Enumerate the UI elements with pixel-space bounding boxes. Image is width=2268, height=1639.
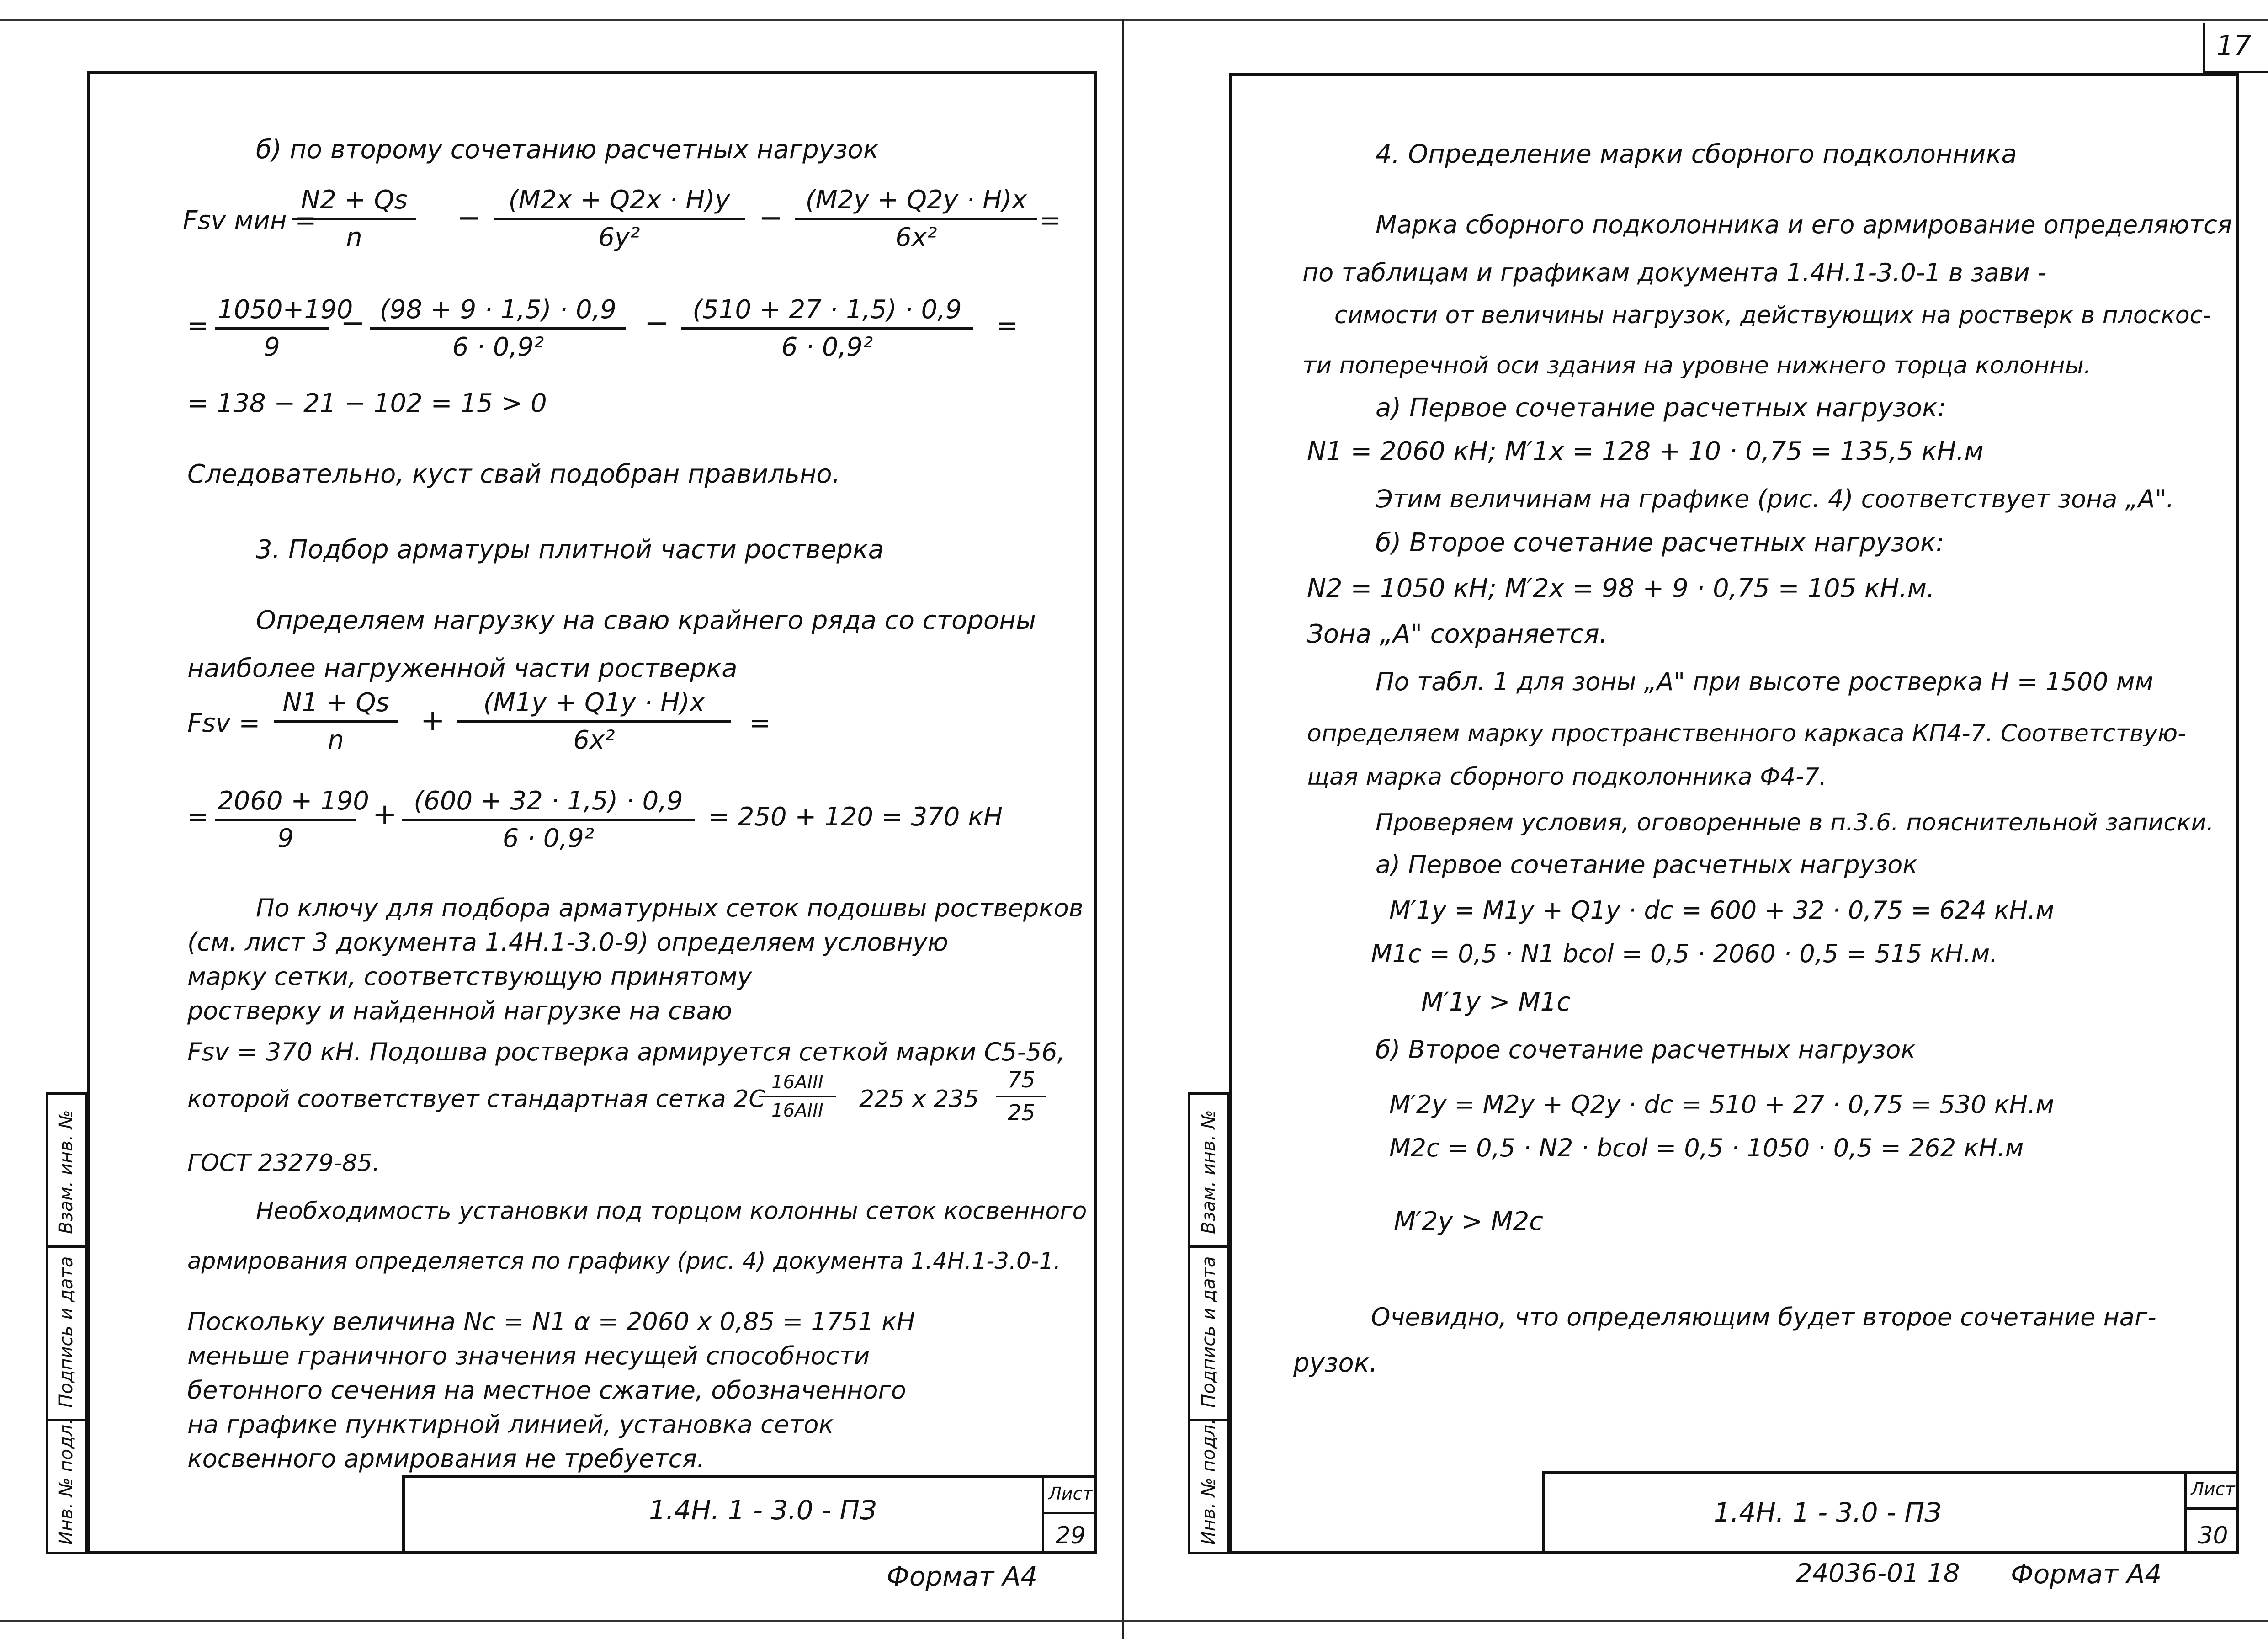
left-p1-line1: Определяем нагрузку на сваю крайнего ряда со стороны [256, 606, 1036, 635]
right-eq-a2-2: M1c = 0,5 · N1 bcol = 0,5 · 2060 · 0,5 = 515 кН.м. [1371, 939, 1998, 968]
right-p1-line1: Марка сборного подколонника и его армирование определяются [1376, 210, 2232, 239]
left-p2-line3: марку сетки, соответствующую принятому [187, 962, 752, 991]
left-eq2-frac1-den: 9 [264, 332, 280, 362]
right-eq-a: N1 = 2060 кН; M′1x = 128 + 10 · 0,75 = 135,5 кН.м [1307, 436, 1984, 466]
left-eq1-frac2-num: (M2x + Q2x · H)y [494, 185, 745, 220]
left-p3-frac1 [759, 1072, 836, 1121]
left-eq1-frac3 [795, 185, 1037, 252]
left-section3-title: 3. Подбор арматуры плитной части ростверка [256, 535, 884, 564]
left-p5-line4: на графике пунктирной линией, установка сеток [187, 1410, 834, 1439]
left-p3-frac2 [996, 1067, 1046, 1126]
left-eq4-frac2 [457, 688, 731, 755]
left-eq2-frac3-num: (510 + 27 · 1,5) · 0,9 [681, 295, 973, 330]
right-eq-b2-1: M′2y = M2y + Q2y · dc = 510 + 27 · 0,75 = 530 кН.м [1389, 1090, 2055, 1119]
right-p2-line3: щая марка сборного подколонника Ф4-7. [1307, 763, 1827, 791]
left-p3-line3: ГОСТ 23279-85. [187, 1149, 380, 1177]
right-p1-line2: по таблицам и графикам документа 1.4Н.1-3.0-1 в зави - [1302, 258, 2047, 287]
top-rule [0, 19, 2268, 21]
left-eq4-plus: + [420, 704, 445, 738]
left-p3-mid: 225 x 235 [859, 1086, 979, 1113]
left-eq2-frac3-den: 6 · 0,9² [781, 332, 873, 362]
left-eq2-lead: = [187, 311, 209, 341]
left-eq5-frac2-den: 6 · 0,9² [502, 824, 595, 853]
left-eq1-frac3-den: 6x² [895, 223, 937, 252]
left-eq2-minus1: − [340, 306, 365, 340]
left-eq1-frac1-den: n [346, 223, 362, 252]
left-eq1-frac2-den: 6y² [598, 223, 640, 252]
left-eq5-frac1 [215, 786, 369, 853]
left-eq1-lhs: Fsv мин = [183, 206, 317, 235]
right-sub-a: а) Первое сочетание расчетных нагрузок: [1376, 393, 1946, 423]
right-side-label-3: Инв. № подл. [1198, 1419, 1219, 1545]
left-eq4-frac2-den: 6x² [573, 725, 615, 755]
right-page-number: 17 [2216, 30, 2252, 62]
right-eq-b2-2: M2c = 0,5 · N2 · bcol = 0,5 · 1050 · 0,5 = 262 кН.м [1389, 1133, 2024, 1162]
left-eq1-tail: = [1040, 206, 1061, 235]
left-p3-frac2-num: 75 [996, 1067, 1046, 1097]
left-p2-line2: (см. лист 3 документа 1.4Н.1-3.0-9) определяем условную [187, 928, 948, 957]
right-sheet-box [2184, 1471, 2239, 1554]
left-sheet-box [1042, 1475, 1097, 1554]
right-zone-b: Зона „А" сохраняется. [1307, 619, 1608, 649]
left-conclusion: Следовательно, куст свай подобран правильно. [187, 459, 840, 489]
left-side-label-2: Подпись и дата [56, 1256, 77, 1408]
left-eq5-frac2-num: (600 + 32 · 1,5) · 0,9 [402, 786, 695, 821]
right-sheet-number: 30 [2198, 1522, 2228, 1549]
left-p5-line2: меньше граничного значения несущей способности [187, 1341, 870, 1370]
right-p3-line1: Проверяем условия, оговоренные в п.3.6. пояснительной записки. [1376, 809, 2214, 836]
right-side-cell-1 [1190, 1245, 1227, 1248]
left-stamp-code: 1.4Н. 1 - 3.0 - ПЗ [649, 1495, 877, 1526]
left-p1-line2: наиболее нагруженной части ростверка [187, 654, 738, 683]
left-eq2-frac2 [370, 295, 626, 362]
right-eq-b2-3: M′2y > M2c [1394, 1207, 1544, 1236]
left-eq2-frac3 [681, 295, 973, 362]
right-side-label-2: Подпись и дата [1198, 1256, 1219, 1408]
left-p3-line1: Fsv = 370 кН. Подошва ростверка армируется сеткой марки С5-56, [187, 1038, 1065, 1066]
left-p3-frac2-den: 25 [1007, 1100, 1036, 1126]
left-p3-frac1-den: 16AIII [771, 1100, 823, 1121]
left-eq3: = 138 − 21 − 102 = 15 > 0 [187, 388, 547, 418]
left-eq2-minus2: − [644, 306, 669, 340]
left-eq4-tail: = [749, 708, 771, 738]
left-eq4-frac1-num: N1 + Qs [274, 688, 398, 723]
right-p4-line2: рузок. [1293, 1348, 1378, 1378]
left-eq2-frac2-num: (98 + 9 · 1,5) · 0,9 [370, 295, 626, 330]
right-side-label-1: Взам. инв. № [1198, 1110, 1219, 1234]
left-side-label-1: Взам. инв. № [56, 1110, 77, 1234]
left-p5-line3: бетонного сечения на местное сжатие, обозначенного [187, 1376, 906, 1405]
left-p4-line1: Необходимость установки под торцом колонны сеток косвенного [256, 1197, 1087, 1225]
left-sheet-number: 29 [1055, 1522, 1086, 1549]
left-subtitle-b: б) по второму сочетанию расчетных нагрузок [256, 135, 879, 165]
right-p2-line1: По табл. 1 для зоны „А" при высоте ростверка H = 1500 мм [1376, 667, 2154, 696]
left-eq2-tail: = [996, 311, 1018, 341]
right-sub-b: б) Второе сочетание расчетных нагрузок: [1376, 528, 1944, 558]
right-p1-line4: ти поперечной оси здания на уровне нижнего торца колонны. [1302, 352, 2092, 379]
left-p3-line2a: которой соответствует стандартная сетка 2С [187, 1086, 765, 1113]
left-eq1-frac3-num: (M2y + Q2y · H)x [795, 185, 1037, 220]
right-eq-a2-3: M′1y > M1c [1421, 987, 1571, 1017]
left-eq5-lead: = [187, 802, 209, 832]
right-section4-title: 4. Определение марки сборного подколонника [1376, 139, 2017, 169]
left-eq5-plus: + [372, 798, 397, 831]
left-eq5-frac2 [402, 786, 695, 853]
right-format: Формат А4 [2011, 1559, 2162, 1590]
right-sheet-label: Лист [2187, 1471, 2239, 1510]
right-bottom-code: 24036-01 18 [1796, 1559, 1960, 1588]
left-side-cell-1 [48, 1245, 85, 1248]
right-sub-a2: а) Первое сочетание расчетных нагрузок [1376, 850, 1917, 879]
left-eq5-frac1-num: 2060 + 190 [215, 786, 356, 821]
right-sub-b2: б) Второе сочетание расчетных нагрузок [1376, 1035, 1916, 1064]
left-p2-line4: ростверку и найденной нагрузке на сваю [187, 996, 733, 1025]
right-p4-line1: Очевидно, что определяющим будет второе сочетание наг- [1371, 1303, 2156, 1331]
left-eq1-minus1: − [457, 201, 482, 235]
left-eq1-frac1-num: N2 + Qs [292, 185, 416, 220]
page-divider [1122, 19, 1124, 1639]
left-eq1-frac1 [292, 185, 416, 252]
left-sheet-label: Лист [1044, 1475, 1097, 1514]
left-eq2-frac1-num: 1050+190 [215, 295, 329, 330]
right-zone-a: Этим величинам на графике (рис. 4) соответствует зона „А". [1376, 484, 2174, 513]
left-p3-frac1-num: 16AIII [759, 1072, 836, 1097]
right-p1-line3: симости от величины нагрузок, действующих на ростверк в плоскос- [1334, 302, 2211, 329]
left-eq1-frac2 [494, 185, 745, 252]
left-p5-line5: косвенного армирования не требуется. [187, 1444, 705, 1473]
left-p5-line1: Поскольку величина Nс = N1 α = 2060 x 0,85 = 1751 кН [187, 1307, 915, 1336]
left-p2-line1: По ключу для подбора арматурных сеток подошвы ростверков [256, 894, 1084, 922]
left-eq4-frac1 [274, 688, 398, 755]
left-p4-line2: армирования определяется по графику (рис. 4) документа 1.4Н.1-3.0-1. [187, 1248, 1061, 1274]
left-format: Формат А4 [887, 1561, 1038, 1592]
left-eq5-tail: = 250 + 120 = 370 кН [708, 802, 1003, 832]
right-p2-line2: определяем марку пространственного каркаса КП4-7. Соответствую- [1307, 720, 2186, 747]
right-stamp-code: 1.4Н. 1 - 3.0 - ПЗ [1714, 1497, 1942, 1528]
left-eq2-frac2-den: 6 · 0,9² [452, 332, 544, 362]
left-eq4-frac1-den: n [328, 725, 344, 755]
left-eq1-minus2: − [759, 201, 783, 235]
left-eq5-frac1-den: 9 [277, 824, 294, 853]
left-eq4-lhs: Fsv = [187, 708, 260, 738]
bottom-rule [0, 1620, 2268, 1622]
left-side-label-3: Инв. № подл. [56, 1419, 77, 1545]
right-eq-b: N2 = 1050 кН; M′2x = 98 + 9 · 0,75 = 105 кН.м. [1307, 574, 1935, 603]
right-eq-a2-1: M′1y = M1y + Q1y · dc = 600 + 32 · 0,75 = 624 кН.м [1389, 896, 2055, 925]
left-eq2-frac1 [215, 295, 353, 362]
left-eq4-frac2-num: (M1y + Q1y · H)x [457, 688, 731, 723]
